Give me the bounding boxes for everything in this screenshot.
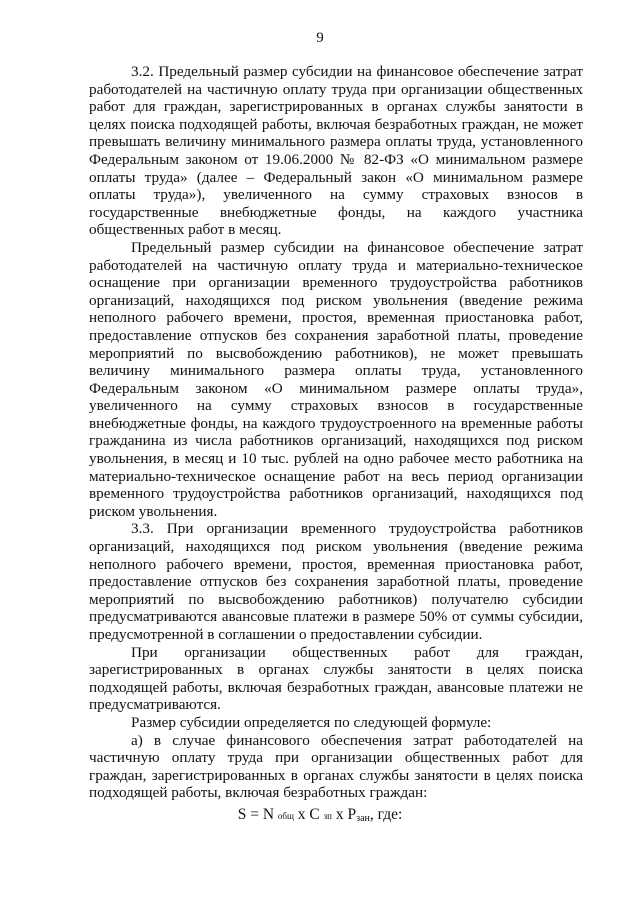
formula-times-p: x P xyxy=(332,806,357,823)
page-number: 9 xyxy=(316,30,324,46)
paragraph-formula-intro: Размер субсидии определяется по следующей формуле: xyxy=(131,713,492,731)
formula-p-subscript: зан xyxy=(356,813,370,824)
formula-times-c: x C xyxy=(293,806,320,823)
paragraph-case-a: а) в случае финансового обеспечения затрат работодателей на частичную оплату труда при организации общественных работ для граждан, зарегистрированных в органах службы занятости в целях поиска подходящей работы, включая безработных граждан: xyxy=(89,731,583,802)
formula-eq: = N xyxy=(246,806,275,823)
paragraph-3-2: 3.2. Предельный размер субсидии на финансовое обеспечение затрат работодателей на частичную оплату труда при организации общественных работ для граждан, зарегистрированных в органах службы занятости в целях поиска подходящей работы, включая безработных граждан, не может превышать величину минимального размера оплаты труда, установленного Федеральным законом от 19.06.2000 № 82-ФЗ «О минимальном размере оплаты труда» (далее – Федеральный закон «О минимальном размере оплаты труда»), увеличенного на сумму страховых взносов в государственные внебюджетные фонды, на каждого участника общественных работ в месяц. xyxy=(89,63,583,239)
document-body xyxy=(89,63,583,802)
formula-lhs: S xyxy=(237,806,247,823)
paragraph-limit-temporary: Предельный размер субсидии на финансовое обеспечение затрат работодателей на частичную оплату труда и материально-техническое оснащение при организации временного трудоустройства работников организаций, находящихся под риском увольнения (введение режима неполного рабочего времени, простоя, временная приостановка работ, предоставление отпусков без сохранения заработной платы, проведение мероприятий по высвобождению работников), не может превышать величину минимального размера оплаты труда, установленного Федеральным законом «О минимальном размере оплаты труда», увеличенного на сумму страховых взносов в государственные внебюджетные фонды, на каждого трудоустроенного на временные работы гражданина из числа работников организаций, находящихся под риском увольнения, в месяц и 10 тыс. рублей на одно рабочее место работника на материально-техническое оснащение работ на весь период организации временного трудоустройства работников организаций, находящихся под риском увольнения. xyxy=(89,238,583,520)
paragraph-public-works-advance: При организации общественных работ для граждан, зарегистрированных в органах службы занятости в целях поиска подходящей работы, включая безработных граждан, авансовые платежи не предусматриваются. xyxy=(89,643,583,714)
formula-n-subscript: общ xyxy=(277,811,294,821)
paragraph-3-3: 3.3. При организации временного трудоустройства работников организаций, находящихся под риском увольнения (введение режима неполного рабочего времени, простоя, временная приостановка работ, предоставление отпусков без сохранения заработной платы, проведение мероприятий по высвобождению работников) получателю субсидии предусматриваются авансовые платежи в размере 50% от суммы субсидии, предусмотренной в соглашении о предоставлении субсидии. xyxy=(89,520,583,643)
formula-c-subscript: зп xyxy=(323,811,332,821)
subsidy-formula xyxy=(0,806,640,824)
formula-tail: , где: xyxy=(369,806,403,823)
